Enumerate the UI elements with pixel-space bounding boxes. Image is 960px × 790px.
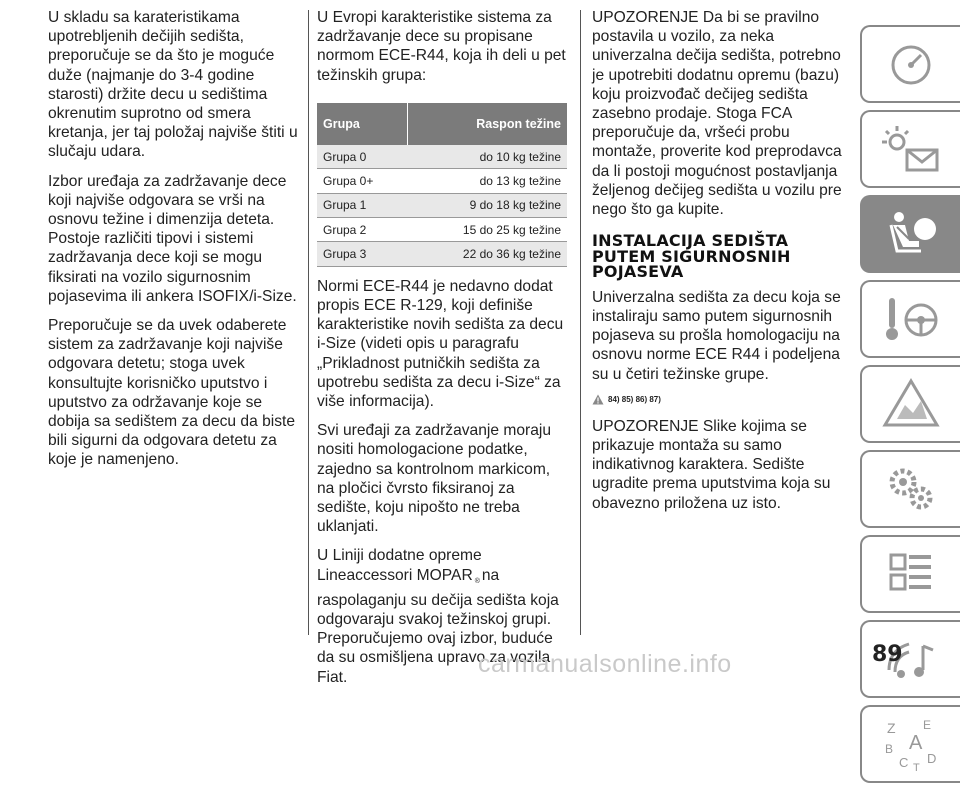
- tab-emergency[interactable]: [860, 365, 960, 443]
- paragraph: U skladu sa karateristikama upotrebljenih dečijih sedišta, preporučuje se da što je moguće duže (najmanje do 3-4 godine starosti) držite decu u sedištima okrenutim suprotno od smera kretanja, jer taj položaj najviše štiti u slučaju udara.: [48, 9, 298, 161]
- index-letter: E: [923, 718, 932, 732]
- index-letter: A: [909, 732, 923, 754]
- table-header-weight: Raspon težine: [407, 103, 567, 145]
- tab-starting-driving[interactable]: [860, 280, 960, 358]
- column-divider-2: [580, 10, 581, 635]
- registered-mark: ®: [474, 577, 480, 585]
- warning-lights-icon: [879, 120, 943, 178]
- key-steering-wheel-icon: [879, 290, 943, 348]
- table-row: [317, 242, 567, 266]
- table-cell: 15 do 25 kg težine: [407, 217, 567, 241]
- warning-paragraph: UPOZORENJE Da bi se pravilno postavila u vozilo, za neka univerzalna dečija sedišta, potrebno je upotrebiti dodatnu opremu (bazu) koju proizvođač dečijeg sedišta zasebno prodaje. Stoga FCA preporučuje da, vršeći probu montaže, proverite kod preprodavca da li postoji mogućnost postavljanja željenog dečijeg sedišta u vozilu pre nego što ga kupite.: [592, 9, 842, 219]
- text-span: U Liniji dodatne opreme Lineaccessori MOPAR: [317, 547, 482, 584]
- index-letter: D: [927, 751, 937, 766]
- paragraph: Univerzalna sedišta za decu koja se instaliraju samo putem sigurnosnih pojaseva su prošla homologaciju na osnovu norme ECE R44 i podeljena su u četiri težinske grupe.: [592, 288, 841, 383]
- table-header-group: Grupa: [317, 103, 407, 145]
- tab-dashboard[interactable]: [860, 25, 960, 103]
- warning-triangle-icon: [592, 394, 604, 405]
- section-heading: INSTALACIJA SEDIŠTA PUTEM SIGURNOSNIH POJASEVA: [592, 231, 791, 282]
- table-cell: Grupa 1: [317, 193, 407, 217]
- tab-technical-data[interactable]: [860, 535, 960, 613]
- warning-references: [592, 394, 842, 405]
- index-letter: T: [913, 762, 920, 773]
- table-row: [317, 193, 567, 217]
- table-row: [317, 217, 567, 241]
- page-number: 89: [872, 642, 903, 667]
- table-cell: do 13 kg težine: [407, 169, 567, 193]
- paragraph: Izbor uređaja za zadržavanje dece koji najviše odgovara se vrši na osnovu težine i dimenzija deteta. Postoje različiti tipovi i sistemi zadržavanja dece koji se mogu fiksirati na vozilo sigurnosnim pojasevima ili ankera ISOFIX/i-Size.: [48, 172, 297, 305]
- table-row: [317, 145, 567, 169]
- maintenance-gears-icon: [879, 460, 943, 518]
- seat-airbag-safety-icon: [879, 205, 943, 263]
- paragraph: Svi uređaji za zadržavanje moraju nositi homologacione podatke, zajedno sa kontrolnom markicom, na pločici čvrsto fiksiranoj za sedište, koju nipošto ne treba uklanjati.: [317, 422, 552, 536]
- dashboard-gauge-icon: [879, 35, 943, 93]
- column-3: [592, 8, 842, 523]
- paragraph: U Evropi karakteristike sistema za zadržavanje dece su propisane normom ECE-R44, koja ih deli u pet težinskih grupa:: [317, 9, 566, 84]
- column-divider-1: [308, 10, 309, 635]
- index-letter: C: [899, 755, 909, 770]
- tab-safety[interactable]: [860, 195, 960, 273]
- breakdown-warning-triangle-icon: [879, 375, 943, 433]
- table-cell: Grupa 2: [317, 217, 407, 241]
- table-cell: 22 do 36 kg težine: [407, 242, 567, 266]
- tab-warning-lights[interactable]: [860, 110, 960, 188]
- index-letter: Z: [887, 720, 896, 736]
- table-cell: 9 do 18 kg težine: [407, 193, 567, 217]
- chapter-tabs: [857, 25, 960, 790]
- paragraph: Normi ECE-R44 je nedavno dodat propis ECE R-129, koji definiše karakteristike novih sedišta za decu i-Size (videti opis u paragrafu „Prikladnost putničkih sedišta za upotrebu sedišta za decu i-Size“ za više informacija).: [317, 277, 564, 410]
- text-span: na raspolaganju su dečija sedišta koja odgovaraju svakoj težinskoj grupi. Preporučujemo ovaj izbor, buduće da su osmišljena upravo za vozila Fiat.: [317, 566, 559, 686]
- column-1: [48, 8, 300, 480]
- table-cell: Grupa 0+: [317, 169, 407, 193]
- warning-paragraph: UPOZORENJE Slike kojima se prikazuje montaža su samo indikativnog karaktera. Sedište ugradite prema uputstvima koja su obavezno priložena uz isto.: [592, 417, 831, 512]
- column-2: [317, 8, 567, 697]
- table-cell: Grupa 0: [317, 145, 407, 169]
- table-row: [317, 169, 567, 193]
- tab-maintenance[interactable]: [860, 450, 960, 528]
- table-cell: Grupa 3: [317, 242, 407, 266]
- tab-index[interactable]: [860, 705, 960, 783]
- watermark: carmanualsonline.info: [478, 650, 732, 678]
- alphabetical-index-icon: [879, 715, 943, 773]
- weight-groups-table: [317, 103, 567, 267]
- reference-numbers: 84) 85) 86) 87): [608, 394, 661, 404]
- index-letter: B: [885, 742, 894, 756]
- table-cell: do 10 kg težine: [407, 145, 567, 169]
- paragraph: Preporučuje se da uvek odaberete sistem za zadržavanje koji najviše odgovara detetu; stoga uvek konsultujte korisničko uputstvo i uputstvo za održavanje koje se dobija sa sedištem za decu da biste bili sigurni da odgovara detetu za koje je namenjeno.: [48, 317, 296, 469]
- technical-data-icon: [879, 545, 943, 603]
